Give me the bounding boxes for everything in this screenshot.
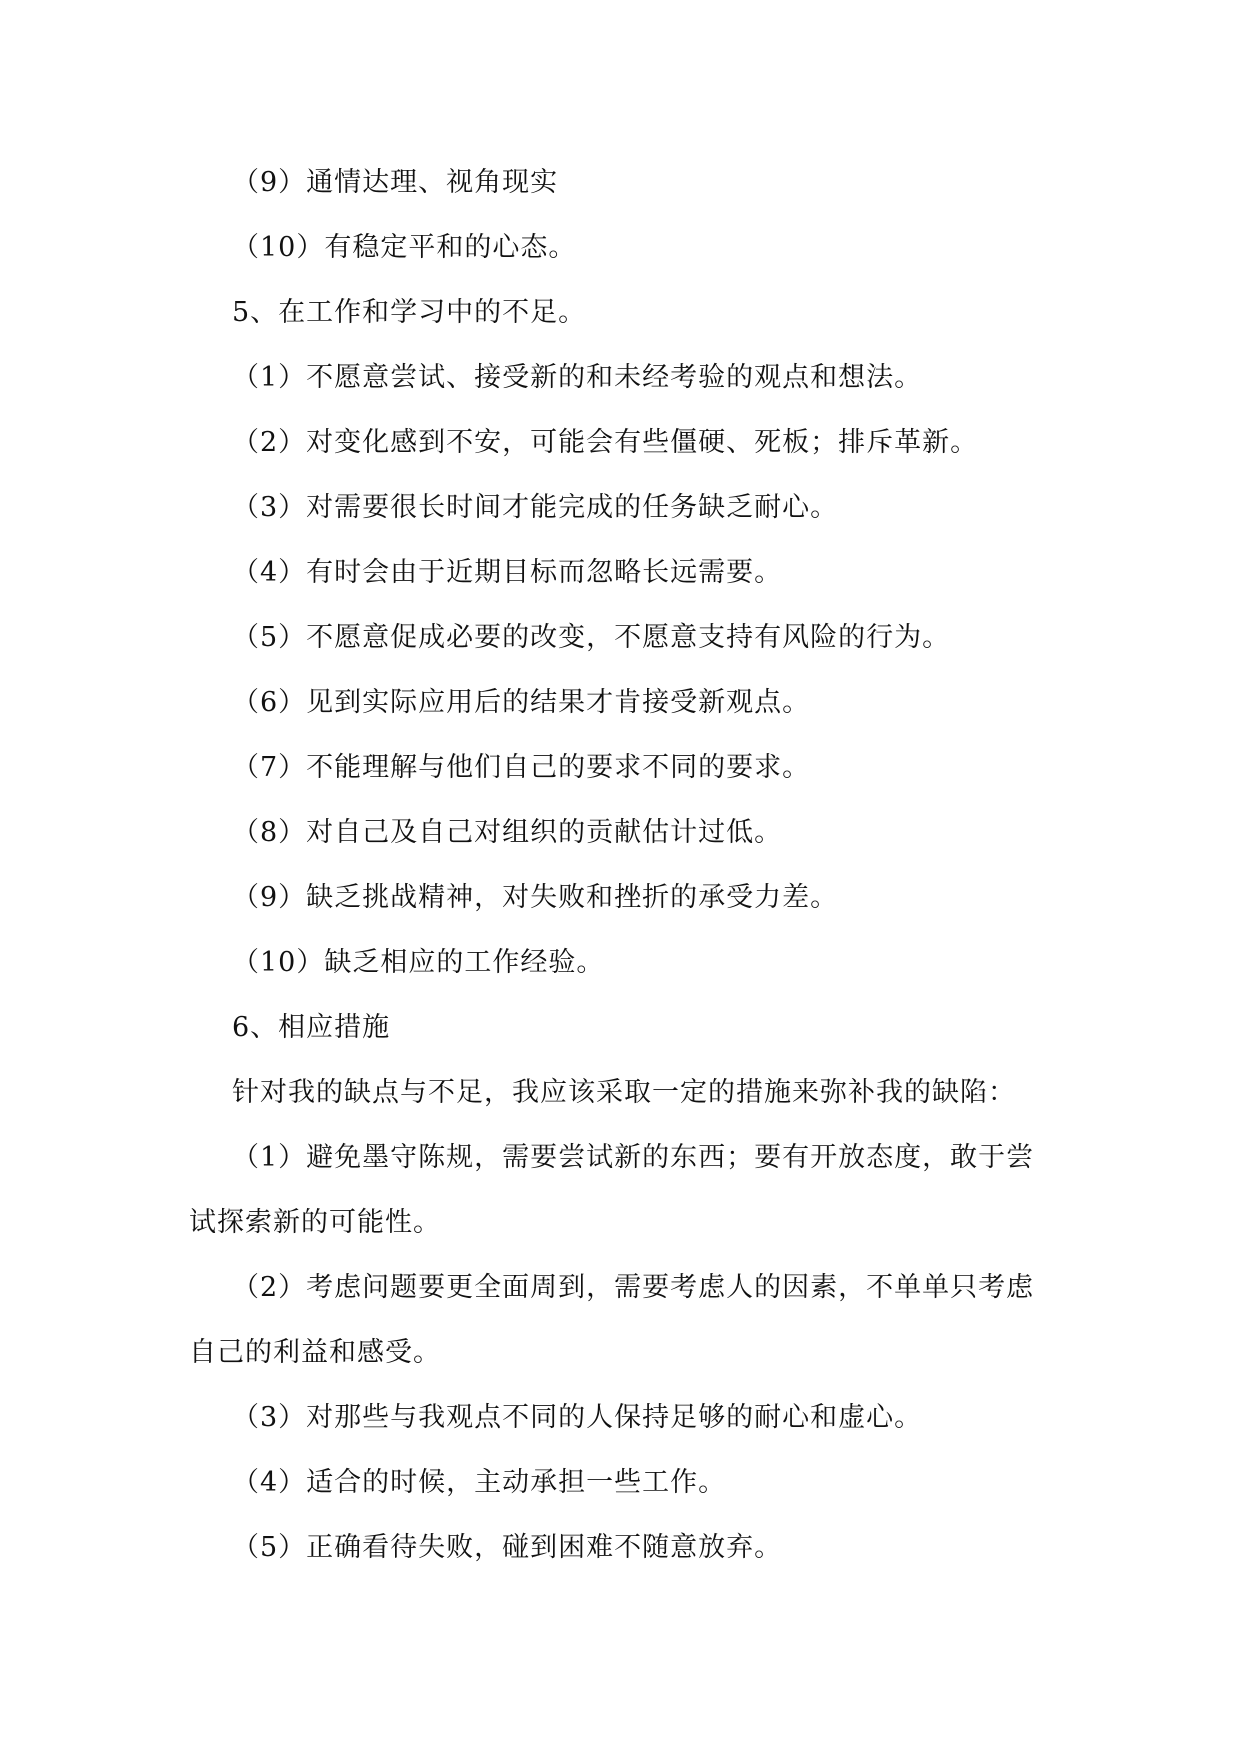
list-item-continuation: 试探索新的可能性。 bbox=[189, 1207, 441, 1238]
list-item: （6）见到实际应用后的结果才肯接受新观点。 bbox=[232, 687, 811, 718]
text-line: （10）有稳定平和的心态。 bbox=[232, 232, 577, 263]
section-heading: 6、相应措施 bbox=[232, 1012, 391, 1043]
list-item: （3）对需要很长时间才能完成的任务缺乏耐心。 bbox=[232, 492, 839, 523]
list-item: （4）有时会由于近期目标而忽略长远需要。 bbox=[232, 557, 783, 588]
section-heading: 5、在工作和学习中的不足。 bbox=[232, 297, 587, 328]
list-item: （3）对那些与我观点不同的人保持足够的耐心和虚心。 bbox=[232, 1402, 923, 1433]
list-item: （2）对变化感到不安，可能会有些僵硬、死板；排斥革新。 bbox=[232, 427, 979, 458]
list-item: （5）不愿意促成必要的改变，不愿意支持有风险的行为。 bbox=[232, 622, 951, 653]
list-item: （2）考虑问题要更全面周到，需要考虑人的因素，不单单只考虑 bbox=[232, 1272, 1035, 1303]
list-item-continuation: 自己的利益和感受。 bbox=[189, 1337, 441, 1368]
text-line: （9）通情达理、视角现实 bbox=[232, 167, 559, 198]
list-item: （1）避免墨守陈规，需要尝试新的东西；要有开放态度，敢于尝 bbox=[232, 1142, 1035, 1173]
list-item: （5）正确看待失败，碰到困难不随意放弃。 bbox=[232, 1532, 783, 1563]
paragraph-text: 针对我的缺点与不足，我应该采取一定的措施来弥补我的缺陷： bbox=[232, 1077, 1016, 1108]
list-item: （9）缺乏挑战精神，对失败和挫折的承受力差。 bbox=[232, 882, 839, 913]
list-item: （8）对自己及自己对组织的贡献估计过低。 bbox=[232, 817, 783, 848]
list-item: （10）缺乏相应的工作经验。 bbox=[232, 947, 605, 978]
list-item: （1）不愿意尝试、接受新的和未经考验的观点和想法。 bbox=[232, 362, 923, 393]
list-item: （7）不能理解与他们自己的要求不同的要求。 bbox=[232, 752, 811, 783]
list-item: （4）适合的时候，主动承担一些工作。 bbox=[232, 1467, 727, 1498]
